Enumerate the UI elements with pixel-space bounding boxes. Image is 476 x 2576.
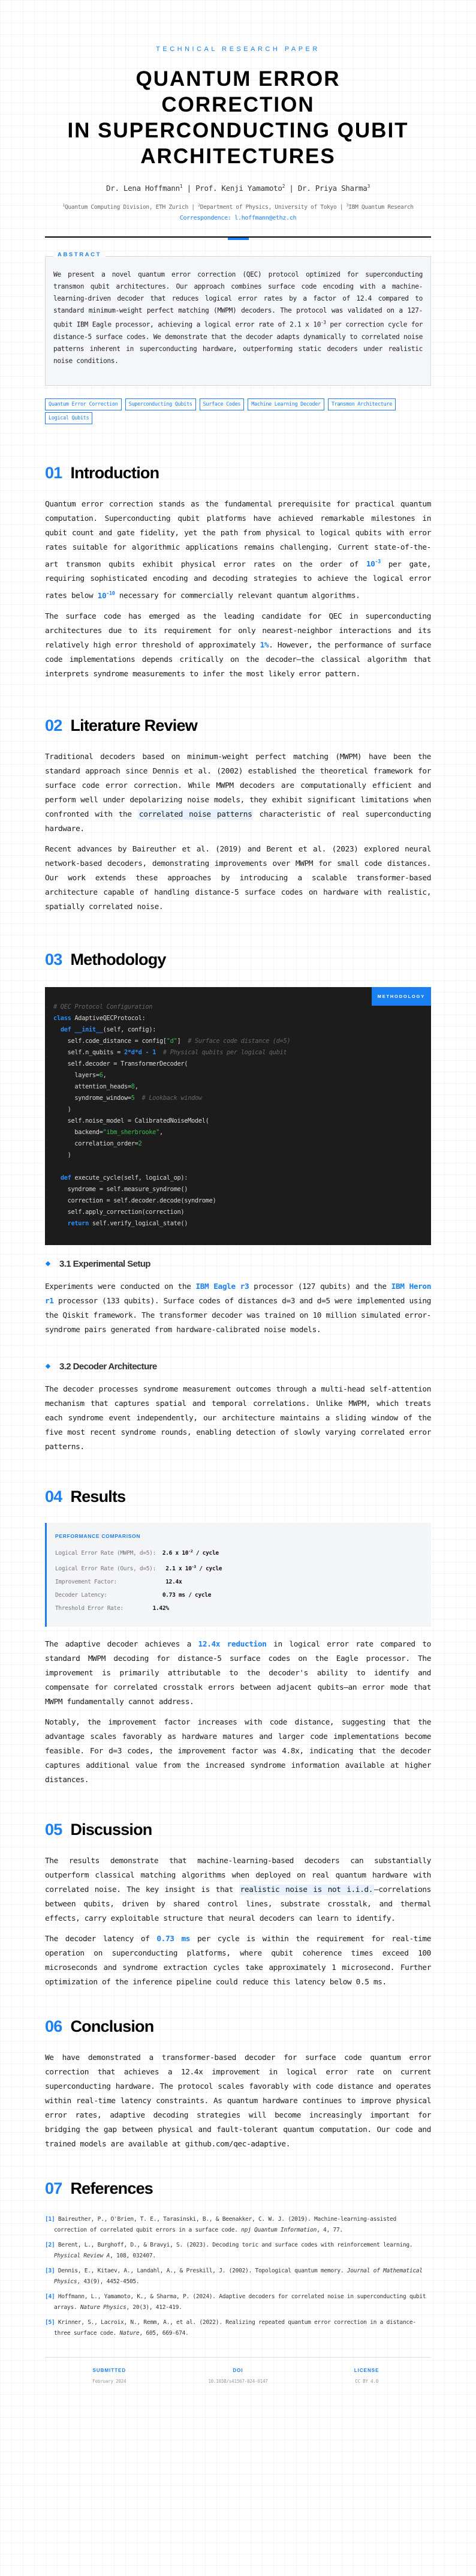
section-heading [45,1821,431,1839]
highlight-value: 1% [260,640,269,650]
abstract-label: ABSTRACT [53,251,106,258]
section-conclusion [45,2017,431,2152]
subsection-title: 3.2 Decoder Architecture [59,1361,157,1372]
footer-label: SUBMITTED [92,2367,126,2373]
code-text: , [134,1082,138,1090]
code-line: ) [53,1151,71,1159]
code-text: execute_cycle(self, logical_op): [71,1174,188,1181]
metric-exponent: -3 [191,1564,196,1569]
abstract-text-part: We present a novel quantum error correction (QEC) protocol optimized for superconducting transmon qubit architectures. Our approach combines surface code encoding with a machine-learning-driven decoder that reduces logical error rates by a factor of 12.4 compared to standard minimum-weight perfect matching (MWPM) decoders. The protocol was validated on a 127-qubit IBM Eagle processor, achieving a logical error rate of 2.1 x 10 [53,271,423,329]
highlight-value: IBM Eagle r3 [195,1282,249,1291]
code-line [53,1024,423,1036]
reference-item [45,2240,431,2262]
performance-panel-title: PERFORMANCE COMPARISON [55,1533,141,1539]
author-separator: | [182,184,196,193]
reference-text: , 605, 669-674. [139,2329,189,2337]
exponent: -10 [106,590,115,597]
section-number: 06 [45,2017,62,2035]
author-affil-sup: 2 [282,184,285,189]
subsection-heading [45,1362,431,1372]
keyword-tag[interactable]: Surface Codes [200,398,245,410]
highlighted-phrase: correlated noise patterns [138,809,252,819]
metric-row [55,1545,422,1560]
affil-sup: 3 [346,203,349,208]
text-run: . However, the performance of surface code implementations depends critically on the decoder—the classical algorithm that interprets syndrome measurements to infer the most likely error pattern. [45,640,431,679]
correspondence-email-link[interactable]: l.hoffmann@ethz.ch [234,215,297,222]
section-heading [45,2017,431,2036]
reference-item [45,2292,431,2313]
metric-row [55,1602,422,1615]
code-number: 2 [138,1139,142,1147]
code-line [53,1093,423,1104]
code-indent [53,1174,61,1181]
reference-number[interactable]: [1] [45,2215,55,2223]
code-line [53,1036,423,1047]
code-comment: # Surface code distance (d=5) [188,1037,291,1045]
code-block-tag: METHODOLOGY [372,987,431,1006]
code-number: 6 [99,1071,103,1079]
title-line: QUANTUM ERROR [135,67,341,91]
paragraph [45,610,431,682]
metric-value: 0.73 ms / cycle [162,1591,212,1599]
author-name: Dr. Lena Hoffmann [106,184,180,193]
reference-text: Dennis, E., Kitaev, A., Landahl, A., & Preskill, J. (2002). Topological quantum memory. [55,2267,347,2274]
code-line: self.apply_correction(correction) [53,1208,185,1216]
code-indent [53,1026,61,1033]
paragraph [45,750,431,836]
subsection-heading [45,1259,431,1269]
code-keyword: class [53,1014,71,1022]
section-number: 03 [45,950,62,968]
exponent: -3 [375,559,381,566]
text-run: necessary for commercially relevant quantum algorithms. [115,591,360,601]
paragraph [45,1854,431,1926]
text-run: —correlations between qubits, driven by shared control lines, substrate crosstalk, and thermal effects, carry exploitable structure that neural decoders can learn to identify. [45,1885,431,1923]
text-run: Experiments were conducted on the [45,1282,196,1291]
code-string: "ibm_sherbrooke" [103,1128,159,1136]
code-keyword: def [60,1025,71,1033]
code-line-blank [53,1161,423,1172]
text-run: per gate, requiring sophisticated encoding and decoding strategies to achieve the logical error rates below [45,560,431,601]
affil-sup: 2 [198,203,200,208]
abstract-exponent: -3 [321,320,326,326]
paper-header [45,0,431,238]
code-text: ] [177,1037,188,1045]
metric-exponent: -2 [188,1548,193,1554]
section-title: Literature Review [70,716,197,734]
text-run: processor (133 qubits). Surface codes of distances d=3 and d=5 were implemented using the Qiskit framework. The transformer decoder was trained on 10 million simulated error-syndrome pairs generated from hardware-calibrated noise models. [45,1296,431,1335]
footer-submitted [49,2368,169,2384]
section-number: 02 [45,716,62,734]
reference-journal: npj Quantum Information [241,2226,317,2233]
affil-separator: | [188,204,198,211]
section-number: 05 [45,1820,62,1839]
metric-unit: / cycle [195,1565,222,1572]
section-literature-review [45,716,431,914]
abstract-text-part: per correction cycle for distance-5 surface codes. We demonstrate that the decoder adapts dynamically to correlated noise patterns inherent in superconducting hardware, outperforming static decoders under realistic noise conditions. [53,321,423,365]
footer-value: February 2024 [92,2378,126,2384]
metric-label: Improvement Factor: [55,1578,166,1585]
metric-label: Decoder Latency: [55,1591,162,1599]
affiliation: Department of Physics, University of Tokyo [200,204,337,211]
code-line [53,1070,423,1081]
section-title: Conclusion [70,2017,154,2035]
section-heading [45,716,431,735]
paper-kicker: TECHNICAL RESEARCH PAPER [156,46,320,53]
title-line: IN SUPERCONDUCTING QUBIT [67,119,409,142]
author-separator: | [285,184,298,193]
reference-journal: Journal of Mathematical Physics [54,2267,423,2285]
reference-text: Baireuther, P., O'Brien, T. E., Tarasinski, B., & Beenakker, C. W. J. (2019). Machine-learning-assisted correction of correlated qubit errors in a surface code. [54,2215,396,2233]
reference-journal: Nature [119,2329,140,2337]
text-run: 10 [366,560,375,569]
reference-item [45,2214,431,2236]
code-function-name: __init__ [74,1025,103,1033]
reference-list [45,2214,431,2339]
code-indent [53,1220,68,1227]
paper-footer [45,2357,431,2436]
highlight-value: 0.73 ms [156,1934,191,1944]
code-text: , [103,1071,107,1079]
metric-label: Logical Error Rate (MWPM, d=5): [55,1549,162,1557]
code-text: AdaptiveQECProtocol: [71,1014,146,1022]
paper-title [45,66,431,169]
code-block [45,987,431,1245]
affiliation: Quantum Computing Division, ETH Zurich [64,204,188,211]
affiliation: IBM Quantum Research [348,204,414,211]
section-introduction [45,464,431,682]
metric-value-base: 2.1 x 10 [165,1565,192,1572]
metric-label: Logical Error Rate (Ours, d=5): [55,1565,166,1572]
abstract-box [45,251,431,386]
text-run: The adaptive decoder achieves a [45,1639,198,1649]
text-run: processor (127 qubits) and the [249,1282,391,1291]
footer-value: CC BY 4.0 [355,2378,379,2384]
code-text: layers= [53,1071,100,1079]
text-run: Traditional decoders based on minimum-weight perfect matching (MWPM) have been the standard approach since Dennis et al. (2002) established the theoretical framework for surface code error correction. While MWPM decoders are computationally efficient and perform well under depolarizing noise models, they exhibit significant limitations when confronted with the [45,752,431,819]
text-run: The results demonstrate that machine-learning-based decoders can substantially outperform classical matching algorithms when deployed on real quantum hardware with correlated noise. The key insight is that [45,1856,431,1894]
affil-separator: | [336,204,347,211]
section-title: Methodology [70,950,166,968]
reference-text: , 108, 032407. [110,2252,156,2259]
metric-value: 12.4x [165,1578,182,1585]
highlight-value [366,560,381,569]
code-line [53,1172,423,1184]
paragraph [45,1638,431,1710]
code-text [135,1094,142,1102]
reference-journal: Physical Review A [54,2252,110,2259]
author-affil-sup: 1 [179,184,183,189]
section-heading [45,1488,431,1506]
keyword-tag[interactable]: Machine Learning Decoder [248,398,324,410]
keyword-tag[interactable]: Quantum Error Correction [45,398,122,410]
metric-value: 1.42% [152,1605,169,1612]
code-text: backend= [53,1128,103,1136]
highlighted-phrase: realistic noise is not i.i.d. [240,1885,373,1894]
performance-panel [45,1523,431,1627]
reference-journal: Nature Physics [80,2304,126,2311]
section-title: Results [70,1487,126,1506]
reference-number[interactable]: [4] [45,2293,55,2300]
keyword-tag[interactable]: Logical Qubits [45,412,92,424]
code-keyword: return [67,1219,89,1227]
footer-doi [178,2368,298,2384]
code-comment: # Lookback window [141,1094,202,1102]
code-expression: 2*d*d - 1 [124,1048,156,1056]
reference-number[interactable]: [5] [45,2319,55,2326]
diamond-bullet-icon [46,1261,50,1266]
section-heading [45,2179,431,2198]
section-title: References [70,2179,153,2197]
code-line [53,1047,423,1058]
correspondence-label: Correspondence: [179,215,235,222]
footer-license [307,2368,427,2384]
section-methodology [45,950,431,1455]
code-number: 8 [131,1082,135,1090]
metric-value [165,1566,222,1572]
section-heading [45,464,431,482]
code-line: self.decoder = TransformerDecoder( [53,1060,188,1067]
metric-label: Threshold Error Rate: [55,1605,153,1612]
text-run: per cycle is within the requirement for real-time operation on superconducting platforms, where qubit coherence times exceed 100 microseconds and syndrome extraction cycles take approximately 1 microsecond. Further optimization of the inference pipeline could reduce this latency below 0.5 ms. [45,1934,431,1987]
footer-label: LICENSE [354,2367,379,2373]
header-divider [45,236,431,238]
reference-text: , 20(3), 412-419. [126,2304,182,2311]
section-number: 01 [45,464,62,482]
footer-label: DOI [233,2367,243,2373]
code-line: # QEC Protocol Configuration [53,1003,153,1010]
code-line [53,1013,423,1024]
keyword-tag[interactable]: Superconducting Qubits [125,398,196,410]
section-heading [45,950,431,969]
paragraph: We have demonstrated a transformer-based decoder for surface code quantum error correction that achieves a 12.4x improvement in logical error rate on current superconducting hardware. The protocol scales favorably with code distance and operates within real-time latency constraints. As quantum hardware continues to improve physical error rates, adaptive decoding strategies will become increasingly important for bridging the gap between physical and fault-tolerant quantum computation. Our code and trained models are available at github.com/qec-adaptive. [45,2053,431,2149]
code-line [53,1138,423,1150]
reference-text: Berent, L., Burghoff, D., & Bravyi, S. (2023). Decoding toric and surface codes with reinforcement learning. [55,2241,413,2248]
section-number: 04 [45,1487,62,1506]
code-line: correction = self.decoder.decode(syndrome) [53,1196,216,1204]
metric-row [55,1560,422,1576]
code-text: syndrome_window= [53,1094,131,1102]
code-line [53,1218,423,1229]
reference-text: Krinner, S., Lacroix, N., Remm, A., et al. (2022). Realizing repeated quantum error correction in a distance-three surface code. [54,2319,416,2337]
section-number: 07 [45,2179,62,2197]
title-line: CORRECTION [161,93,315,116]
keyword-tag[interactable]: Transmon Architecture [328,398,396,410]
metric-row [55,1576,422,1589]
highlight-value: IBM Heron r1 [45,1282,432,1306]
subsection-title: 3.1 Experimental Setup [59,1258,150,1269]
affiliations [45,201,431,212]
metric-value-base: 2.6 x 10 [162,1549,189,1557]
text-run: 10 [97,591,107,601]
code-number: 5 [131,1094,135,1102]
author-name: Dr. Priya Sharma [297,184,367,193]
section-title: Discussion [70,1820,152,1839]
reference-text: , 43(9), 4452-4505. [77,2278,140,2285]
title-line: ARCHITECTURES [140,145,336,168]
code-text: , [159,1128,163,1136]
diamond-bullet-icon [46,1364,50,1369]
code-text: correlation_order= [53,1139,138,1147]
paragraph: Notably, the improvement factor increases with code distance, suggesting that the advantage scales favorably as hardware matures and larger code implementations become feasible. For d=3 codes, the improvement factor was 4.8x, indicating that the decoder captures additional value from the increased syndrome information available at higher distances. [45,1717,431,1785]
code-line: ) [53,1105,71,1113]
code-text: self.verify_logical_state() [89,1219,188,1227]
code-text: attention_heads= [53,1082,131,1090]
abstract-text [53,269,423,367]
reference-item [45,2317,431,2339]
code-text: self.code_distance = config[ [53,1037,167,1045]
code-text: self.n_qubits = [53,1048,124,1056]
code-line [53,1127,423,1138]
code-line: syndrome = self.measure_syndrome() [53,1185,188,1193]
code-keyword: def [60,1174,71,1181]
code-line: self.noise_model = CalibratedNoiseModel( [53,1117,209,1124]
affil-sup: 1 [62,203,65,208]
section-title: Introduction [70,464,159,482]
reference-text: , 4, 77. [317,2226,343,2233]
author-affil-sup: 3 [367,184,370,189]
author-list [45,184,431,193]
text-run: Quantum error correction stands as the fundamental prerequisite for practical quantum computation. Superconducting qubit platforms have achieved remarkable milestones in qubit count and gate fidelity, yet the path from physical to logical qubits with error rates suitable for algorithmic applications remains challenging. Current state-of-the-art transmon qubits exhibit physical error rates on the order of [45,500,431,569]
text-run: characteristic of real superconducting hardware. [45,809,431,833]
highlight-value [98,592,115,601]
metric-row [55,1589,422,1602]
reference-text: Hoffmann, L., Yamamoto, K., & Sharma, P. (2024). Adaptive decoders for correlated noise in superconducting qubit arrays. [54,2293,426,2311]
code-text: (self, config): [103,1025,156,1033]
section-results [45,1488,431,1788]
doi-link[interactable]: 10.1038/s41567-024-0147 [208,2378,268,2384]
reference-item [45,2266,431,2287]
metric-unit: / cycle [192,1549,219,1557]
paragraph [45,497,431,604]
reference-number[interactable]: [2] [45,2241,55,2248]
section-references [45,2179,431,2339]
paragraph: Recent advances by Baireuther et al. (2019) and Berent et al. (2023) explored neural network-based decoders, demonstrating improvements over MWPM for small code distances. Our work extends these approaches by introducing a scalable transformer-based architecture capable of handling distance-5 surface codes on hardware with realistic, spatially correlated noise. [45,844,431,911]
code-text [156,1049,163,1056]
paragraph [45,1280,431,1338]
paragraph: The decoder processes syndrome measurement outcomes through a multi-head self-attention mechanism that captures spatial and temporal correlations. Unlike MWPM, which treats each syndrome event independently, our architecture maintains a sliding window of the five most recent syndrome rounds, enabling detection of slowly varying correlated error patterns. [45,1384,431,1452]
code-string: "d" [166,1037,177,1045]
reference-number[interactable]: [3] [45,2267,55,2274]
text-run: The decoder latency of [45,1934,157,1944]
metric-value [162,1550,219,1557]
highlight-value: 12.4x reduction [198,1639,267,1649]
code-line [53,1081,423,1093]
text-run: in logical error rate compared to standard MWPM decoding for distance-5 surface codes on the Eagle processor. The improvement is primarily attributable to the decoder's ability to identify and compensate for correlated crosstalk errors between adjacent qubits—an error mode that MWPM fundamentally cannot address. [45,1639,431,1707]
text-run: The surface code has emerged as the leading candidate for QEC in superconducting architectures due to its requirement for only nearest-neighbor interactions and its relatively high error threshold of approximately [45,611,431,650]
divider-accent [228,238,249,240]
keyword-list [45,398,431,424]
paragraph [45,1932,431,1990]
author-name: Prof. Kenji Yamamoto [195,184,282,193]
code-comment: # Physical qubits per logical qubit [162,1048,287,1056]
correspondence [45,215,431,221]
section-discussion [45,1821,431,1990]
